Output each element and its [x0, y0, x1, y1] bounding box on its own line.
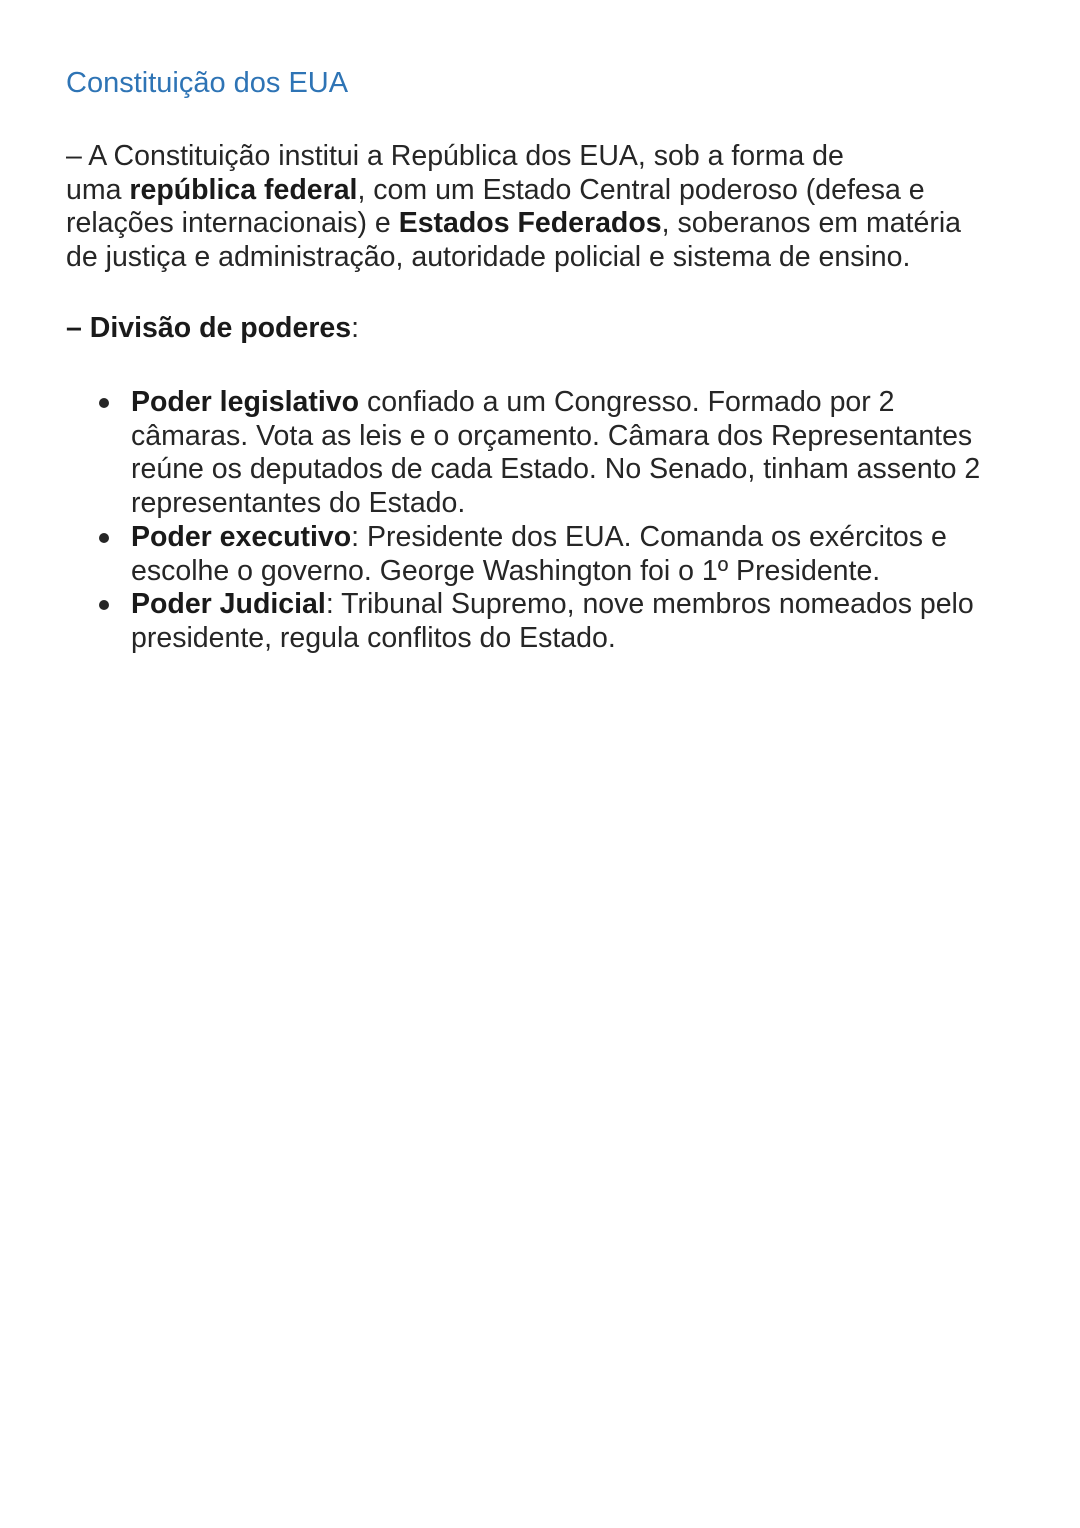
bullet-icon	[99, 600, 109, 610]
intro-text: uma	[66, 173, 130, 206]
intro-line-1: – A Constituição institui a República dos EUA, sob a forma de	[66, 140, 844, 172]
list-item-line	[131, 386, 1036, 420]
intro-paragraph	[66, 140, 1026, 275]
bold-term-republica-federal: república federal	[129, 173, 358, 206]
list-item-text: : Presidente dos EUA. Comanda os exércitos e	[351, 520, 947, 553]
list-item-term: Poder legislativo	[131, 386, 360, 418]
intro-text: relações internacionais) e	[66, 207, 399, 240]
page-title: Constituição dos EUA	[66, 67, 349, 99]
list-item-legislativo	[96, 386, 1036, 521]
list-item-judicial	[96, 588, 1036, 655]
list-item-line: reúne os deputados de cada Estado. No Senado, tinham assento 2	[131, 453, 981, 486]
intro-text: , com um Estado Central poderoso (defesa e	[357, 173, 925, 206]
intro-line-4: de justiça e administração, autoridade policial e sistema de ensino.	[66, 241, 911, 274]
list-item-text: : Tribunal Supremo, nove membros nomeados pelo	[325, 588, 974, 621]
list-item-line: representantes do Estado.	[131, 487, 466, 520]
bullet-icon	[99, 398, 109, 408]
list-item-line	[131, 521, 1036, 555]
bold-term-estados-federados: Estados Federados	[398, 207, 662, 240]
list-item-executivo	[96, 521, 1036, 588]
section-heading-bold: – Divisão de poderes	[66, 312, 352, 344]
list-item-text: confiado a um Congresso. Formado por 2	[359, 386, 895, 418]
powers-list	[96, 386, 1036, 656]
list-item-line: presidente, regula conflitos do Estado.	[131, 621, 616, 654]
intro-line-3	[66, 207, 1026, 241]
list-item-line	[131, 588, 1036, 622]
section-heading	[66, 311, 359, 345]
bullet-icon	[99, 533, 109, 543]
section-heading-colon: :	[351, 312, 360, 344]
intro-line-2	[66, 174, 1026, 208]
list-item-term: Poder executivo	[131, 520, 352, 553]
list-item-term: Poder Judicial	[131, 588, 326, 621]
list-item-line: escolhe o governo. George Washington foi o 1º Presidente.	[131, 554, 881, 587]
list-item-line: câmaras. Vota as leis e o orçamento. Câmara dos Representantes	[131, 419, 973, 452]
intro-text: , soberanos em matéria	[661, 207, 961, 240]
